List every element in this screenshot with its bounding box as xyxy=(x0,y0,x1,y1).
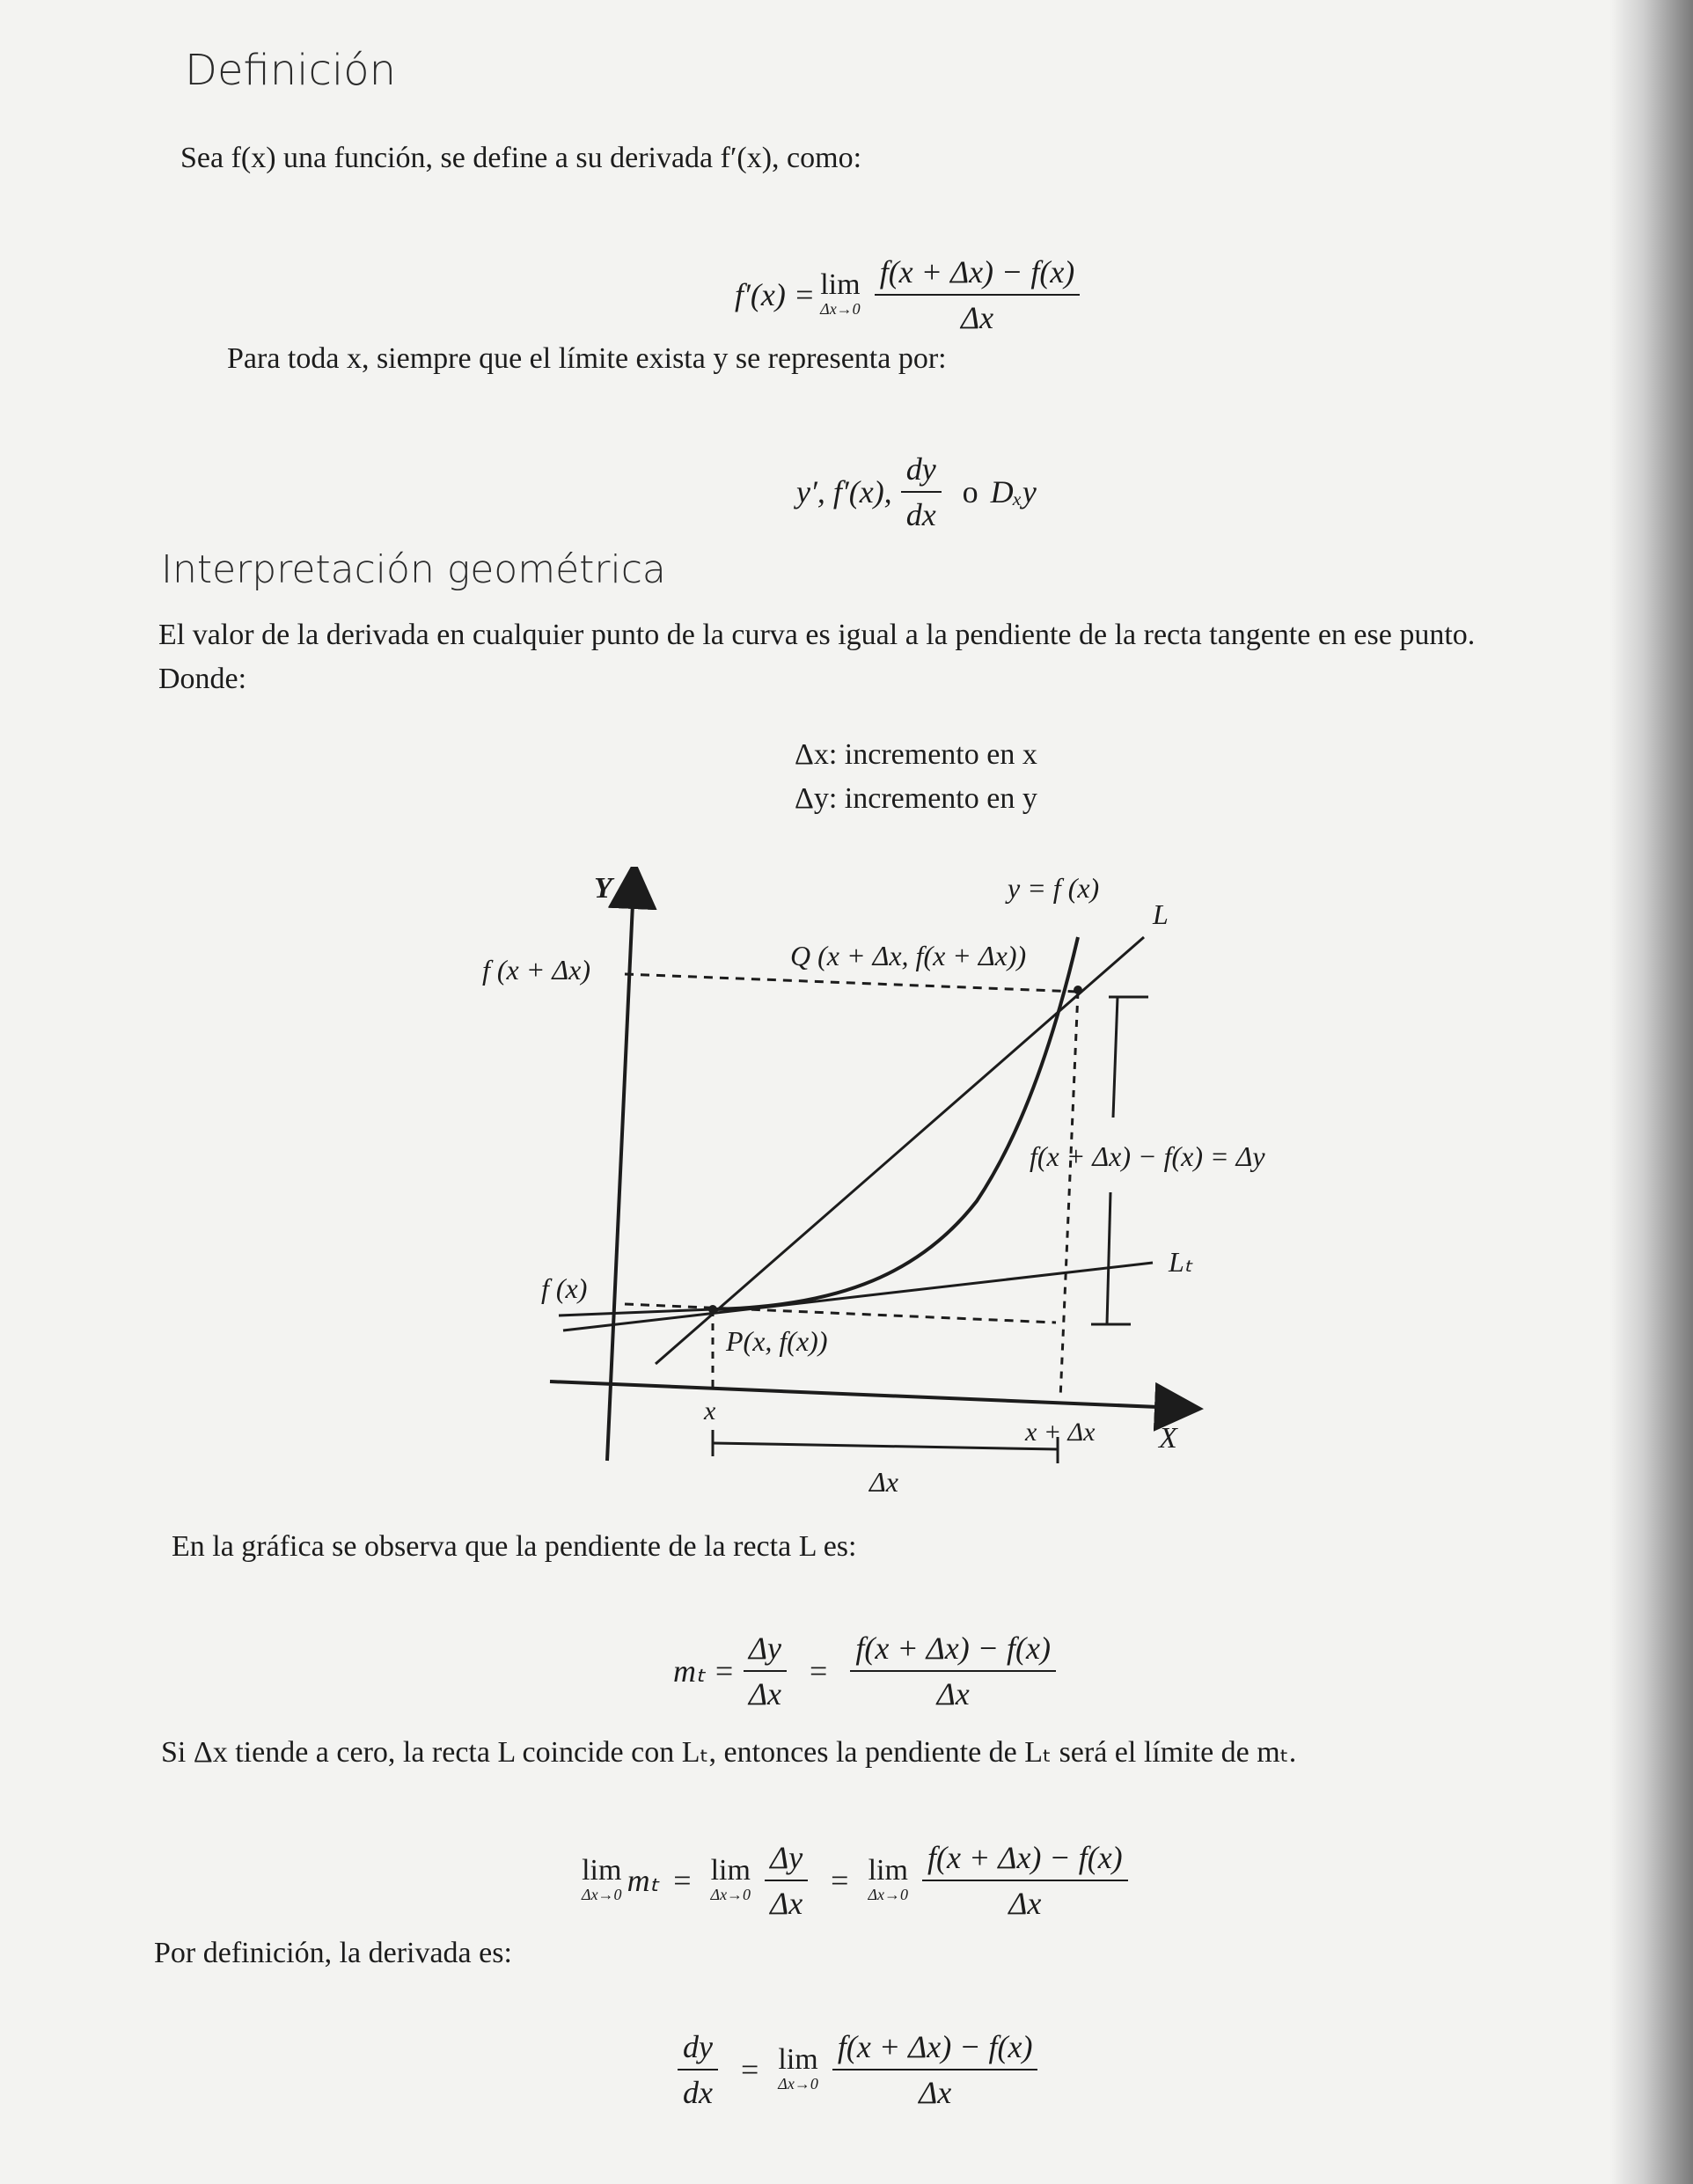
heading-interpretacion: Interpretación geométrica xyxy=(161,547,666,592)
page-edge-shadow xyxy=(1610,0,1693,2184)
tangent-label: Lₜ xyxy=(1169,1246,1193,1278)
limit-operator: lim Δx→0 xyxy=(820,268,861,319)
point-p-label: P(x, f(x)) xyxy=(726,1325,828,1357)
limit-slope-formula: lim Δx→0 mₜ = lim Δx→0 $\frac{\Delta y}{\Delta x}$ = lim Δx→0 $\frac{f(x + \Delta x) - f(x)}{\Delta x}$ xyxy=(576,1839,1137,1922)
delta-y-bracket xyxy=(1113,997,1118,1118)
slope-text-1: En la gráfica se observa que la pendiente de la recta L es: xyxy=(172,1530,857,1563)
secant-label: L xyxy=(1153,898,1169,930)
point-q xyxy=(1074,986,1082,994)
delta-y-definition: Δy: incremento en y xyxy=(795,782,1037,815)
delta-x-label: Δx xyxy=(869,1466,898,1498)
guide-fx xyxy=(625,1304,1056,1323)
x-axis-label: X xyxy=(1159,1422,1177,1455)
x-tick-label: x xyxy=(704,1396,716,1425)
slope-formula: mₜ = $\frac{\Delta y}{\Delta x}$ = $\frac{f(x + \Delta x) - f(x)}{\Delta x}$ xyxy=(673,1630,1065,1712)
guide-fx-dx xyxy=(625,974,1078,992)
derivative-graph xyxy=(458,867,1338,1509)
guide-x-dx xyxy=(1060,992,1078,1399)
horizontal-line-p xyxy=(559,1309,713,1316)
difference-quotient: $\frac{f(x + \Delta x) - f(x)}{\Delta x}$ xyxy=(875,253,1081,336)
final-derivative-formula: $\frac{dy}{dx}$ = lim Δx→0 $\frac{f(x + \Delta x) - f(x)}{\Delta x}$ xyxy=(669,2028,1046,2111)
x-axis xyxy=(550,1381,1179,1408)
delta-x-definition: Δx: incremento en x xyxy=(795,738,1037,771)
curve-f xyxy=(713,937,1078,1309)
delta-x-bracket xyxy=(713,1443,1058,1449)
curve-label: y = f (x) xyxy=(1008,872,1100,904)
fx-label: f (x) xyxy=(541,1272,588,1304)
heading-definicion: Definición xyxy=(185,46,396,95)
donde-label: Donde: xyxy=(158,663,247,695)
derivative-definition-formula xyxy=(735,253,1088,336)
point-p xyxy=(708,1305,717,1314)
fx-dx-label: f (x + Δx) xyxy=(482,954,590,986)
slope-text-3: Por definición, la derivada es: xyxy=(154,1937,512,1969)
y-axis xyxy=(607,884,634,1461)
y-axis-label: Y xyxy=(594,872,612,905)
formula-lhs: f′(x) = xyxy=(735,277,816,312)
x-dx-tick-label: x + Δx xyxy=(1025,1418,1096,1447)
definition-intro: Sea f(x) una función, se define a su derivada f′(x), como: xyxy=(180,142,862,174)
point-q-label: Q (x + Δx, f(x + Δx)) xyxy=(790,940,1027,971)
derivative-notation: y′, f′(x), $\frac{dy}{dx}$ o Dₓy xyxy=(796,451,1037,532)
definition-condition: Para toda x, siempre que el límite exista y se representa por: xyxy=(227,342,947,375)
slope-text-2: Si Δx tiende a cero, la recta L coincide con Lₜ, entonces la pendiente de Lₜ será el límite de mₜ. xyxy=(161,1736,1297,1769)
geometric-paragraph: El valor de la derivada en cualquier punto de la curva es igual a la pendiente de la recta tangente en ese punto. xyxy=(158,619,1476,651)
delta-y-label: f(x + Δx) − f(x) = Δy xyxy=(1030,1140,1265,1172)
